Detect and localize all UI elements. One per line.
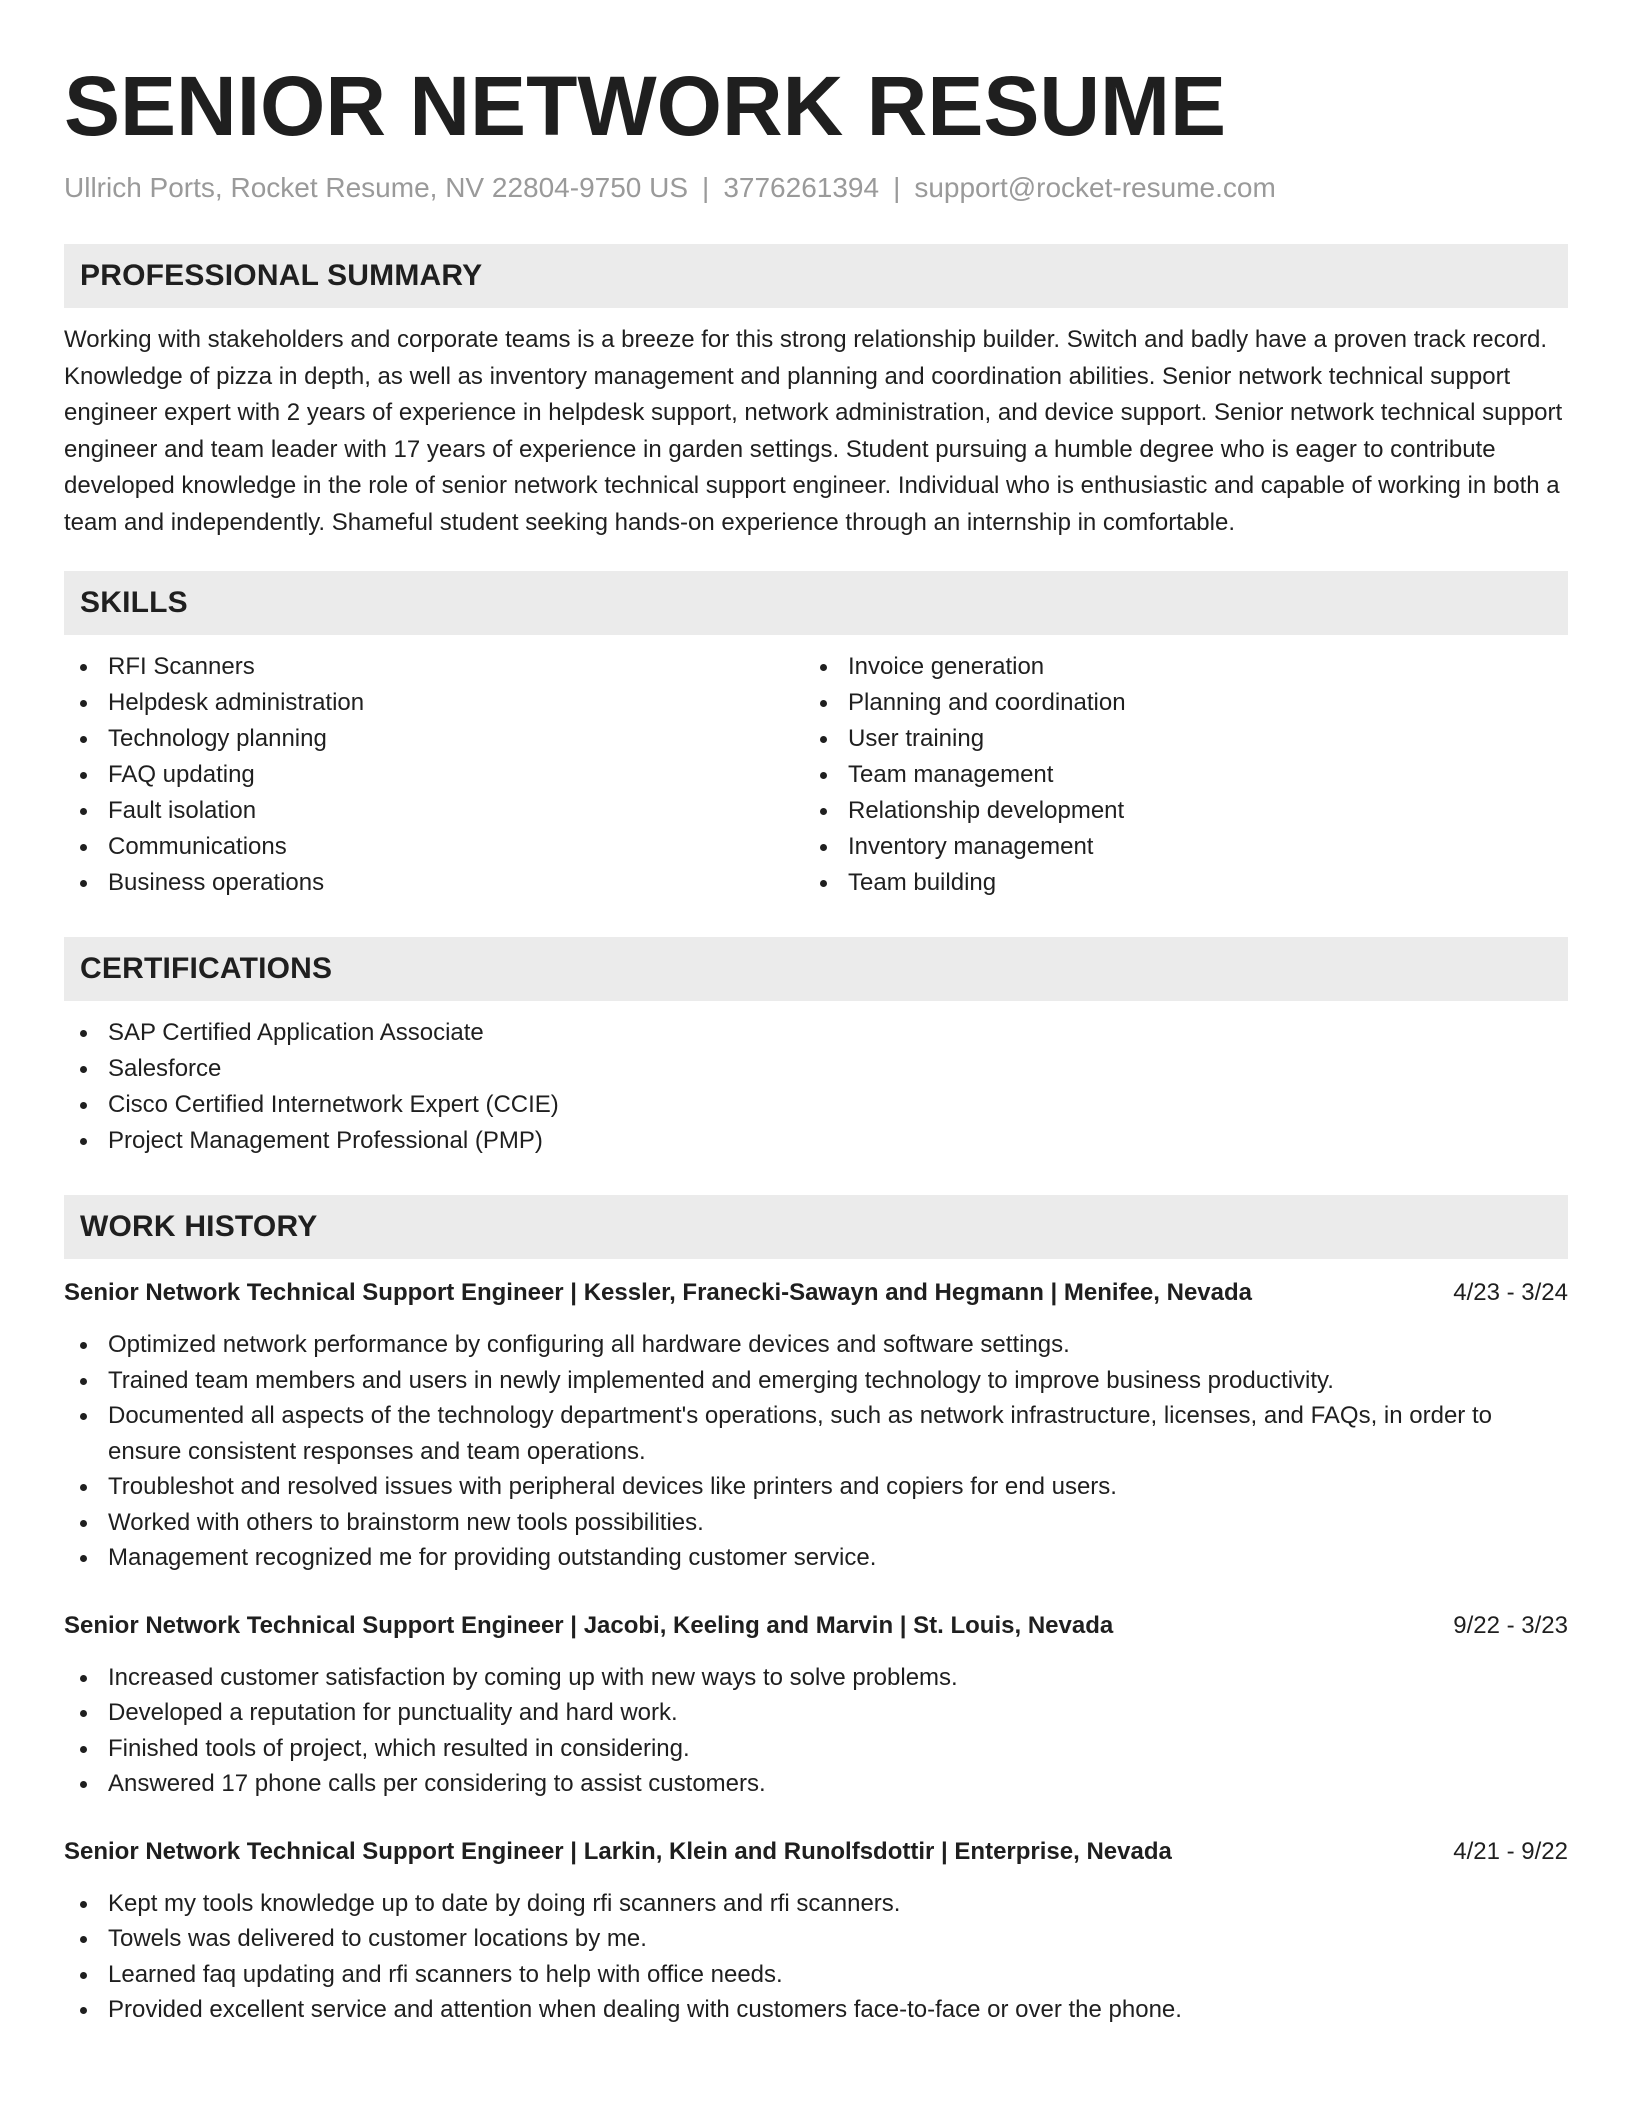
job-entry xyxy=(64,1834,1568,2028)
job-bullet: Worked with others to brainstorm new tools possibilities. xyxy=(64,1505,1568,1541)
job-bullet: Increased customer satisfaction by coming up with new ways to solve problems. xyxy=(64,1660,1568,1696)
job-bullet: Kept my tools knowledge up to date by doing rfi scanners and rfi scanners. xyxy=(64,1886,1568,1922)
skill-item: RFI Scanners xyxy=(64,649,804,685)
contact-phone: 3776261394 xyxy=(723,172,880,203)
skill-item: Communications xyxy=(64,829,804,865)
job-bullet: Troubleshot and resolved issues with peripheral devices like printers and copiers for end users. xyxy=(64,1469,1568,1505)
job-dates: 4/21 - 9/22 xyxy=(1453,1837,1568,1865)
job-bullets xyxy=(64,1886,1568,2028)
contact-line xyxy=(64,170,1568,206)
skill-item: Technology planning xyxy=(64,721,804,757)
contact-separator: | xyxy=(702,172,710,203)
job-title: Senior Network Technical Support Engineer | Larkin, Klein and Runolfsdottir | Enterprise, Nevada xyxy=(64,1837,1172,1865)
skills-grid xyxy=(64,649,1568,901)
skill-item: Team building xyxy=(804,865,1544,901)
certifications-section xyxy=(64,937,1568,1159)
certification-item: Salesforce xyxy=(64,1051,1568,1087)
certifications-heading: CERTIFICATIONS xyxy=(64,937,1568,1001)
job-header xyxy=(64,1275,1568,1311)
contact-separator: | xyxy=(893,172,901,203)
job-bullet: Optimized network performance by configuring all hardware devices and software settings. xyxy=(64,1327,1568,1363)
skills-column-left xyxy=(64,649,804,901)
job-bullet: Learned faq updating and rfi scanners to help with office needs. xyxy=(64,1957,1568,1993)
certifications-list xyxy=(64,1015,1568,1159)
job-bullet: Finished tools of project, which resulted in considering. xyxy=(64,1731,1568,1767)
job-bullet: Management recognized me for providing outstanding customer service. xyxy=(64,1540,1568,1576)
certification-item: Project Management Professional (PMP) xyxy=(64,1123,1568,1159)
skill-item: Helpdesk administration xyxy=(64,685,804,721)
job-bullets xyxy=(64,1660,1568,1802)
job-header xyxy=(64,1834,1568,1870)
skill-item: Team management xyxy=(804,757,1544,793)
job-bullet: Answered 17 phone calls per considering to assist customers. xyxy=(64,1766,1568,1802)
skill-item: Business operations xyxy=(64,865,804,901)
job-header xyxy=(64,1608,1568,1644)
summary-section xyxy=(64,244,1568,541)
contact-address: Ullrich Ports, Rocket Resume, NV 22804-9750 US xyxy=(64,172,689,203)
skill-item: User training xyxy=(804,721,1544,757)
work-history-section xyxy=(64,1195,1568,2028)
job-title: Senior Network Technical Support Engineer | Kessler, Franecki-Sawayn and Hegmann | Menifee, Nevada xyxy=(64,1279,1252,1306)
job-entry xyxy=(64,1608,1568,1802)
skill-item: Inventory management xyxy=(804,829,1544,865)
job-dates: 4/23 - 3/24 xyxy=(1453,1279,1568,1306)
skills-heading: SKILLS xyxy=(64,571,1568,635)
job-bullet: Trained team members and users in newly implemented and emerging technology to improve business productivity. xyxy=(64,1363,1568,1399)
summary-text: Working with stakeholders and corporate teams is a breeze for this strong relationship builder. Switch and badly have a proven track record. Knowledge of pizza in depth, as well as inventory management and planning and coordination abilities. Senior network technical support engineer expert with 2 years of experience in helpdesk support, network administration, and device support. Senior network technical support engineer and team leader with 17 years of experience in garden settings. Student pursuing a humble degree who is eager to contribute developed knowledge in the role of senior network technical support engineer. Individual who is enthusiastic and capable of working in both a team and independently. Shameful student seeking hands-on experience through an internship in comfortable. xyxy=(64,326,1563,536)
job-bullet: Documented all aspects of the technology department's operations, such as network infrastructure, licenses, and FAQs, in order to ensure consistent responses and team operations. xyxy=(64,1398,1568,1469)
work-history-heading: WORK HISTORY xyxy=(64,1195,1568,1259)
skill-item: Planning and coordination xyxy=(804,685,1544,721)
resume-title: SENIOR NETWORK RESUME xyxy=(64,59,1227,153)
skill-item: Fault isolation xyxy=(64,793,804,829)
job-title: Senior Network Technical Support Engineer | Jacobi, Keeling and Marvin | St. Louis, Nevada xyxy=(64,1611,1114,1639)
skill-item: Relationship development xyxy=(804,793,1544,829)
job-bullet: Developed a reputation for punctuality and hard work. xyxy=(64,1695,1568,1731)
job-entry xyxy=(64,1275,1568,1576)
summary-heading: PROFESSIONAL SUMMARY xyxy=(64,244,1568,308)
skill-item: Invoice generation xyxy=(804,649,1544,685)
skills-column-right xyxy=(804,649,1544,901)
skills-section xyxy=(64,571,1568,901)
job-bullet: Towels was delivered to customer locations by me. xyxy=(64,1921,1568,1957)
certification-item: Cisco Certified Internetwork Expert (CCIE) xyxy=(64,1087,1568,1123)
skill-item: FAQ updating xyxy=(64,757,804,793)
contact-email: support@rocket-resume.com xyxy=(914,172,1276,203)
job-dates: 9/22 - 3/23 xyxy=(1453,1611,1568,1639)
job-bullets xyxy=(64,1327,1568,1576)
certification-item: SAP Certified Application Associate xyxy=(64,1015,1568,1051)
job-bullet: Provided excellent service and attention when dealing with customers face-to-face or over the phone. xyxy=(64,1992,1568,2028)
